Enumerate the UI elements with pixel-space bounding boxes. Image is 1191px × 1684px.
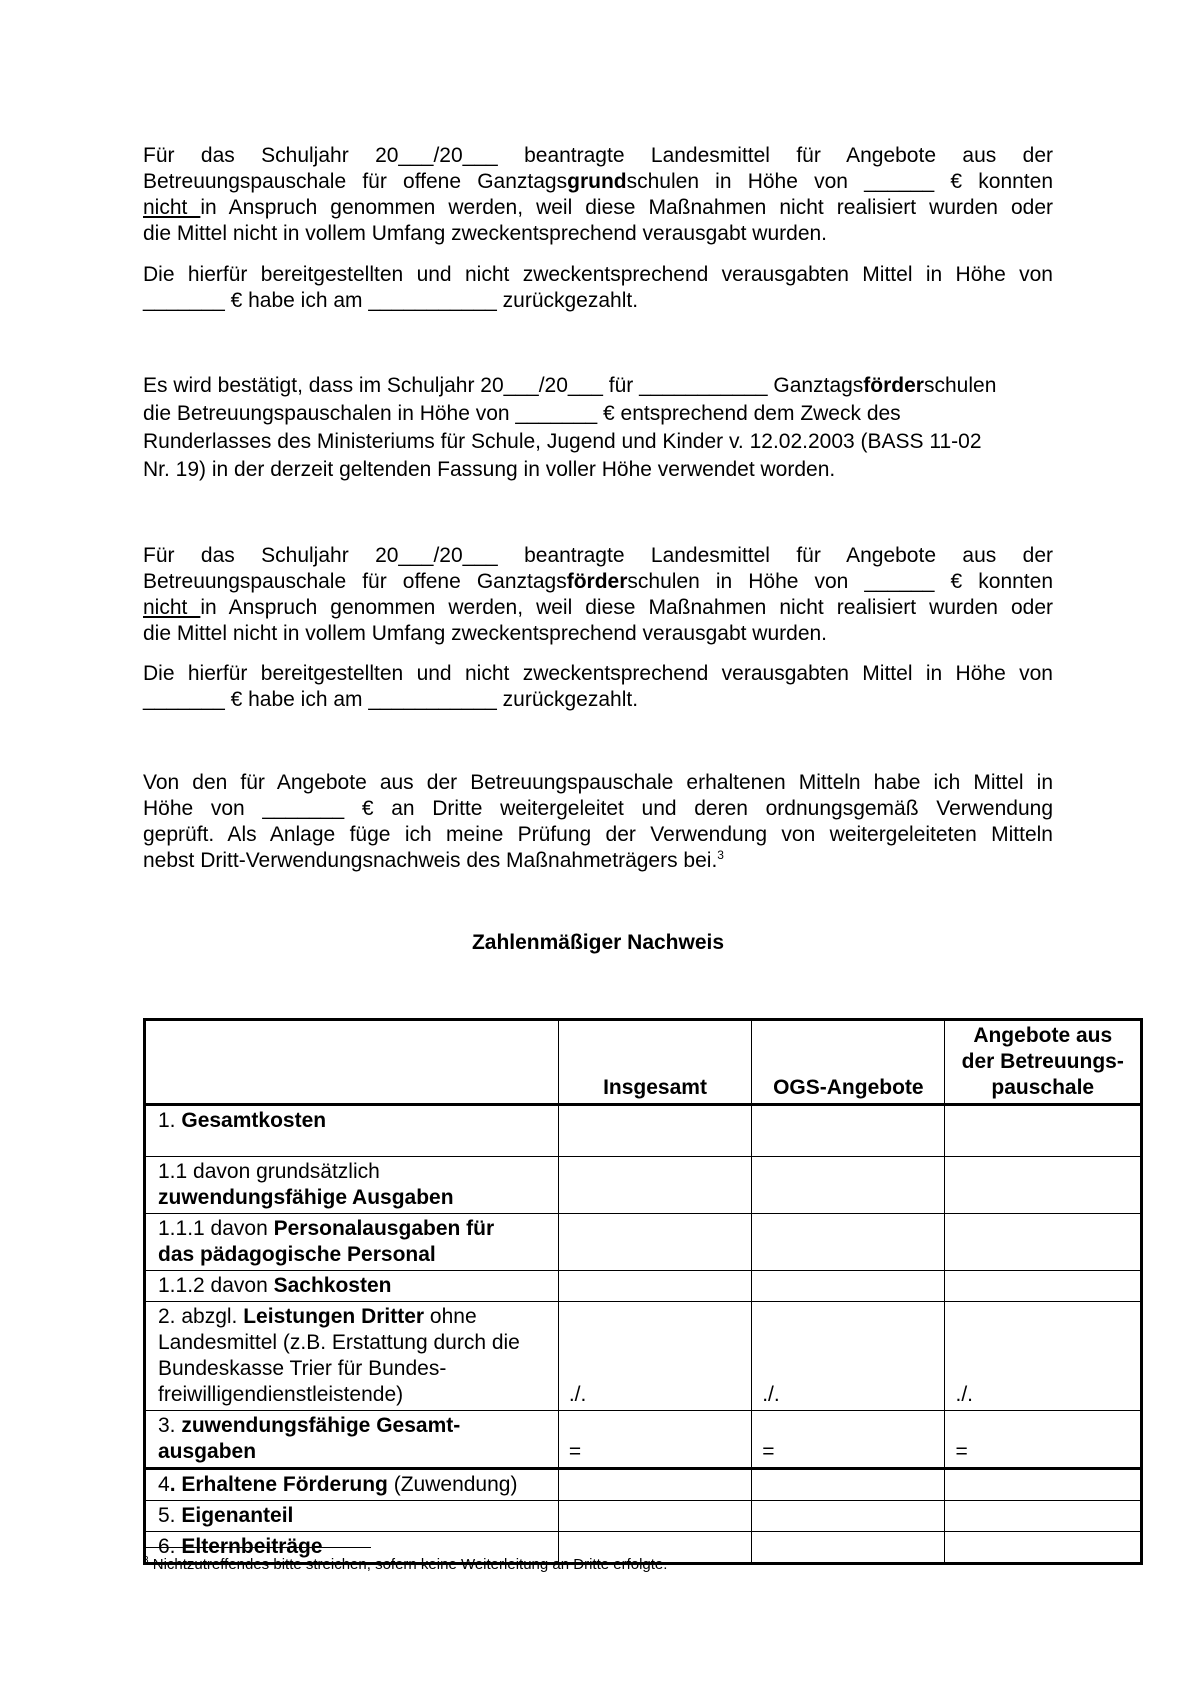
footnote-separator [143, 1547, 371, 1548]
cell-betreuung[interactable]: ./. [945, 1302, 1142, 1411]
row-label-zuwendungsfaehige-gesamtausgaben: 3. zuwendungsfähige Gesamt- ausgaben [145, 1411, 559, 1469]
cell-ogs[interactable] [752, 1214, 945, 1271]
paragraph-repayment-2 [143, 661, 1053, 713]
footnote-number: 3 [143, 1555, 149, 1566]
cell-insgesamt[interactable] [558, 1105, 751, 1157]
table-row [145, 1469, 1142, 1501]
cell-ogs[interactable] [752, 1469, 945, 1501]
text-line: Betreuungspauschale für offene Ganztagsförderschulen in Höhe von ______ € konnten [143, 570, 1053, 593]
cell-insgesamt[interactable] [558, 1469, 751, 1501]
cell-ogs[interactable] [752, 1532, 945, 1564]
cell-insgesamt[interactable] [558, 1501, 751, 1532]
header-betreuungspauschale: Angebote aus der Betreuungs- pauschale [945, 1020, 1142, 1105]
paragraph-foerderschulen-confirmation [143, 372, 1073, 484]
text-line: nicht in Anspruch genommen werden, weil diese Maßnahmen nicht realisiert wurden oder [143, 596, 1053, 619]
text-line: die Betreuungspauschalen in Höhe von _______ € entsprechend dem Zweck des [143, 402, 901, 425]
cell-ogs[interactable] [752, 1271, 945, 1302]
text-line: Es wird bestätigt, dass im Schuljahr 20___/20___ für ___________ Ganztagsförderschulen [143, 374, 997, 397]
cell-ogs[interactable] [752, 1105, 945, 1157]
text-line: nicht in Anspruch genommen werden, weil diese Maßnahmen nicht realisiert wurden oder [143, 196, 1053, 219]
text-line: geprüft. Als Anlage füge ich meine Prüfung der Verwendung von weitergeleiteten Mitteln [143, 823, 1053, 846]
row-label-gesamtkosten: 1. Gesamtkosten [145, 1105, 559, 1157]
table-row [145, 1214, 1142, 1271]
cell-insgesamt[interactable] [558, 1157, 751, 1214]
text-line: Betreuungspauschale für offene Ganztagsgrundschulen in Höhe von ______ € konnten [143, 170, 1054, 193]
row-label-erhaltene-foerderung: 4. Erhaltene Förderung (Zuwendung) [145, 1469, 559, 1501]
table-row [145, 1411, 1142, 1469]
text-line: Nr. 19) in der derzeit geltenden Fassung in voller Höhe verwendet worden. [143, 458, 836, 481]
paragraph-grundschulen-not-used [143, 143, 1053, 247]
text-line: _______ € habe ich am ___________ zurückgezahlt. [143, 289, 639, 312]
footnote: $^3$ Nichtzutreffendes bitte streichen, sofern keine Weiterleitung an Dritte erfolgte. [143, 1555, 668, 1573]
cell-betreuung[interactable]: = [945, 1411, 1142, 1469]
paragraph-forwarded-funds [143, 770, 1053, 874]
text-line: Höhe von _______ € an Dritte weitergeleitet und deren ordnungsgemäß Verwendung [143, 797, 1053, 820]
cell-betreuung[interactable] [945, 1271, 1142, 1302]
cell-betreuung[interactable] [945, 1469, 1142, 1501]
text-line: Von den für Angebote aus der Betreuungspauschale erhaltenen Mitteln habe ich Mittel in [143, 771, 1053, 794]
paragraph-foerderschulen-not-used [143, 543, 1053, 647]
cell-betreuung[interactable] [945, 1214, 1142, 1271]
cell-ogs[interactable]: ./. [752, 1302, 945, 1411]
cell-betreuung[interactable] [945, 1532, 1142, 1564]
footnote-reference: 3 [717, 848, 724, 862]
cell-betreuung[interactable] [945, 1157, 1142, 1214]
text-line: die Mittel nicht in vollem Umfang zweckentsprechend verausgabt wurden. [143, 222, 828, 245]
cell-betreuung[interactable] [945, 1501, 1142, 1532]
cell-insgesamt[interactable] [558, 1271, 751, 1302]
cell-ogs[interactable] [752, 1157, 945, 1214]
text-line: Die hierfür bereitgestellten und nicht zweckentsprechend verausgabten Mittel in Höhe von [143, 263, 1053, 286]
cell-insgesamt[interactable]: = [558, 1411, 751, 1469]
row-label-sachkosten: 1.1.2 davon Sachkosten [145, 1271, 559, 1302]
text-line: Die hierfür bereitgestellten und nicht zweckentsprechend verausgabten Mittel in Höhe von [143, 662, 1053, 685]
table-row [145, 1302, 1142, 1411]
header-insgesamt: Insgesamt [558, 1020, 751, 1105]
table-row [145, 1105, 1142, 1157]
text-line: Für das Schuljahr 20___/20___ beantragte Landesmittel für Angebote aus der [143, 144, 1053, 167]
text-line: nebst Dritt-Verwendungsnachweis des Maßnahmeträgers bei.$^3$ [143, 848, 724, 872]
cell-ogs[interactable]: = [752, 1411, 945, 1469]
text-line: _______ € habe ich am ___________ zurückgezahlt. [143, 688, 639, 711]
section-heading: Zahlenmäßiger Nachweis [471, 931, 725, 954]
text-line: Runderlasses des Ministeriums für Schule, Jugend und Kinder v. 12.02.2003 (BASS 11-02 [143, 430, 982, 453]
numerical-proof-table [143, 1018, 1143, 1565]
cell-insgesamt[interactable] [558, 1214, 751, 1271]
cell-ogs[interactable] [752, 1501, 945, 1532]
cell-insgesamt[interactable]: ./. [558, 1302, 751, 1411]
row-label-personalausgaben: 1.1.1 davon Personalausgaben für das pädagogische Personal [145, 1214, 559, 1271]
table-row [145, 1271, 1142, 1302]
text-line: die Mittel nicht in vollem Umfang zweckentsprechend verausgabt wurden. [143, 622, 828, 645]
header-empty-cell [145, 1020, 559, 1105]
header-ogs-angebote: OGS-Angebote [752, 1020, 945, 1105]
paragraph-repayment-1 [143, 262, 1053, 314]
cell-betreuung[interactable] [945, 1105, 1142, 1157]
row-label-leistungen-dritter: 2. abzgl. Leistungen Dritter ohne Landesmittel (z.B. Erstattung durch die Bundeskasse Trier für Bundes- freiwilligendienstleistende) [145, 1302, 559, 1411]
row-label-eigenanteil: 5. Eigenanteil [145, 1501, 559, 1532]
table-row [145, 1501, 1142, 1532]
row-label-zuwendungsfaehige-ausgaben: 1.1 davon grundsätzlich zuwendungsfähige Ausgaben [145, 1157, 559, 1214]
text-line: Für das Schuljahr 20___/20___ beantragte Landesmittel für Angebote aus der [143, 544, 1053, 567]
table-row [145, 1157, 1142, 1214]
row-label-elternbeitraege: 6. Elternbeiträge [145, 1532, 559, 1564]
table-header-row [145, 1020, 1142, 1105]
